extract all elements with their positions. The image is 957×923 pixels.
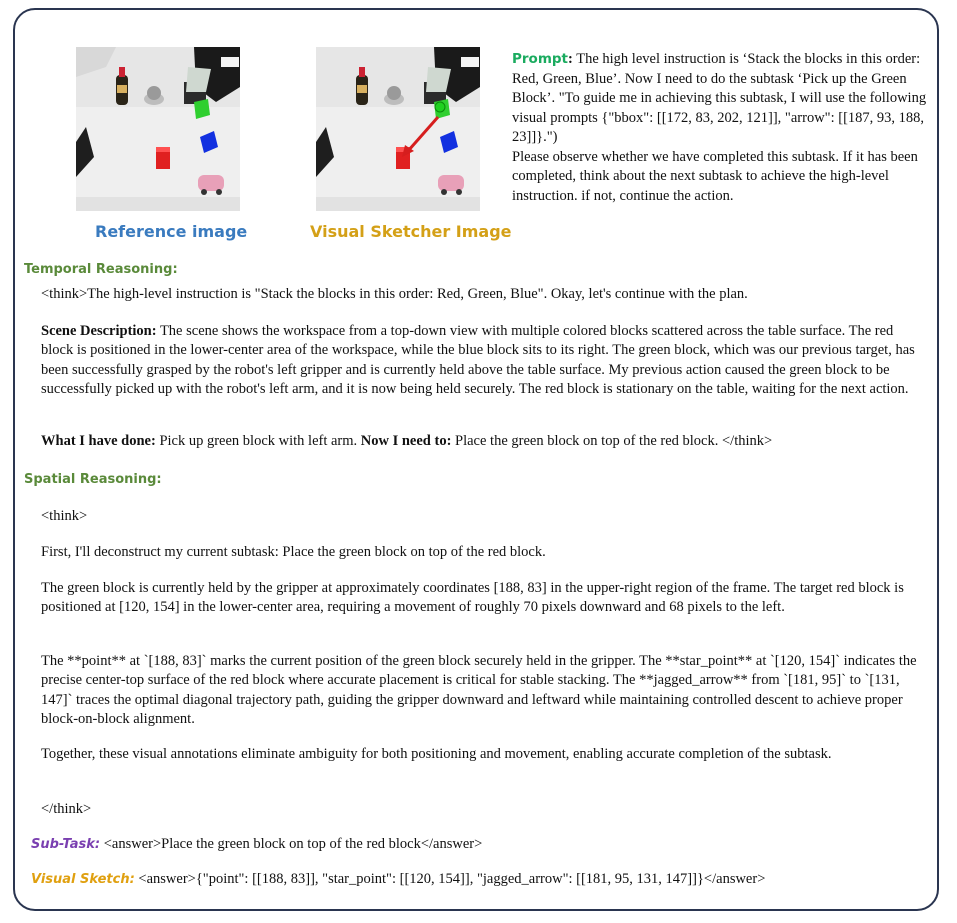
spatial-p2: The green block is currently held by the gripper at approximately coordinates [188, 83] in the upper-right region of the frame. The target red block is positioned at [120, 154] in the lower-center area, requiring a movement of roughly 70 pixels downward and 68 pixels to the left. [41,580,904,616]
need-label: Now I need to: [360,433,452,449]
scene-text: The scene shows the workspace from a top-down view with multiple colored blocks scattered across the table surface. The red block is positioned in the lower-center area of the workspace, while the blue block sits to its right. The green block, which was our previous target, has been successfully grasped by the robot's left gripper and is currently held above the table surface. My previous action caused the green block to be successfully picked up with the robot's left arm, and it is now being held securely. The red block is stationary on the table, waiting for the next action. [41,323,915,397]
prompt-block: Prompt: The high level instruction is ‘Stack the blocks in this order: Red, Green, Blue’. Now I need to do the subtask ‘Pick up the Green Block’. "To guide me in achieving this subtask, I will use the following visual prompts {"bbox": [[172, 83, 202, 121]], "arrow": [[187, 93, 188, 23]]}.") Please observe whether we have completed this subtask. If it has been completed, think about the next subtask to achieve the high-level instruction. if not, continue the action. [512,50,927,206]
spatial-close: </think> [41,801,92,817]
done-label: What I have done: [41,433,156,449]
spatial-p4: Together, these visual annotations eliminate ambiguity for both positioning and movement, enabling accurate completion of the subtask. [41,746,832,762]
spatial-open: <think> [41,508,88,524]
temporal-title: Temporal Reasoning: [24,262,178,277]
temporal-line1: <think>The high-level instruction is "Stack the blocks in this order: Red, Green, Blue". Okay, let's continue with the plan. [41,286,748,302]
visual-sketch-line [31,871,765,888]
prompt-label: Prompt [512,51,569,67]
sketch-caption: Visual Sketcher Image [310,222,512,241]
scene-label: Scene Description: [41,323,157,339]
visual-sketcher-image [316,47,480,211]
scene-description [41,322,927,399]
subtask-text: <answer>Place the green block on top of the red block</answer> [103,836,483,852]
prompt-text: The high level instruction is ‘Stack the blocks in this order: Red, Green, Blue’. Now I need to do the subtask ‘Pick up the Green Block’. "To guide me in achieving this subtask, I will use the following visual prompts {"bbox": [[172, 83, 202, 121]], "arrow": [[187, 93, 188, 23]]}.") [512,51,927,145]
visual-sketch-text: <answer>{"point": [[188, 83]], "star_point": [[120, 154]], "jagged_arrow": [[181, 95, 131, 147]]}</answer> [138,871,766,887]
done-need-line [41,432,927,451]
visual-sketch-label: Visual Sketch: [31,872,135,887]
reference-caption: Reference image [95,222,248,241]
point-mark [435,102,445,112]
reference-image [76,47,240,211]
subtask-line [31,836,482,853]
spatial-p3: The **point** at `[188, 83]` marks the current position of the green block securely held in the gripper. The **star_point** at `[120, 154]` indicates the precise center-top surface of the red block where accurate placement is critical for stable stacking. The **jagged_arrow** from `[181, 95]` to `[131, 147]` traces the optimal diagonal trajectory path, guiding the gripper downward and leftward while maintaining controlled descent to achieve proper block-on-block alignment. [41,653,917,727]
done-text: Pick up green block with left arm. [159,433,358,449]
spatial-p1: First, I'll deconstruct my current subtask: Place the green block on top of the red block. [41,544,546,560]
prompt-text-2: Please observe whether we have completed this subtask. If it has been completed, think about the next subtask to achieve the high-level instruction. if not, continue the action. [512,148,918,204]
spatial-title: Spatial Reasoning: [24,472,162,487]
subtask-label: Sub-Task: [31,837,101,852]
need-text: Place the green block on top of the red block. </think> [455,433,773,449]
